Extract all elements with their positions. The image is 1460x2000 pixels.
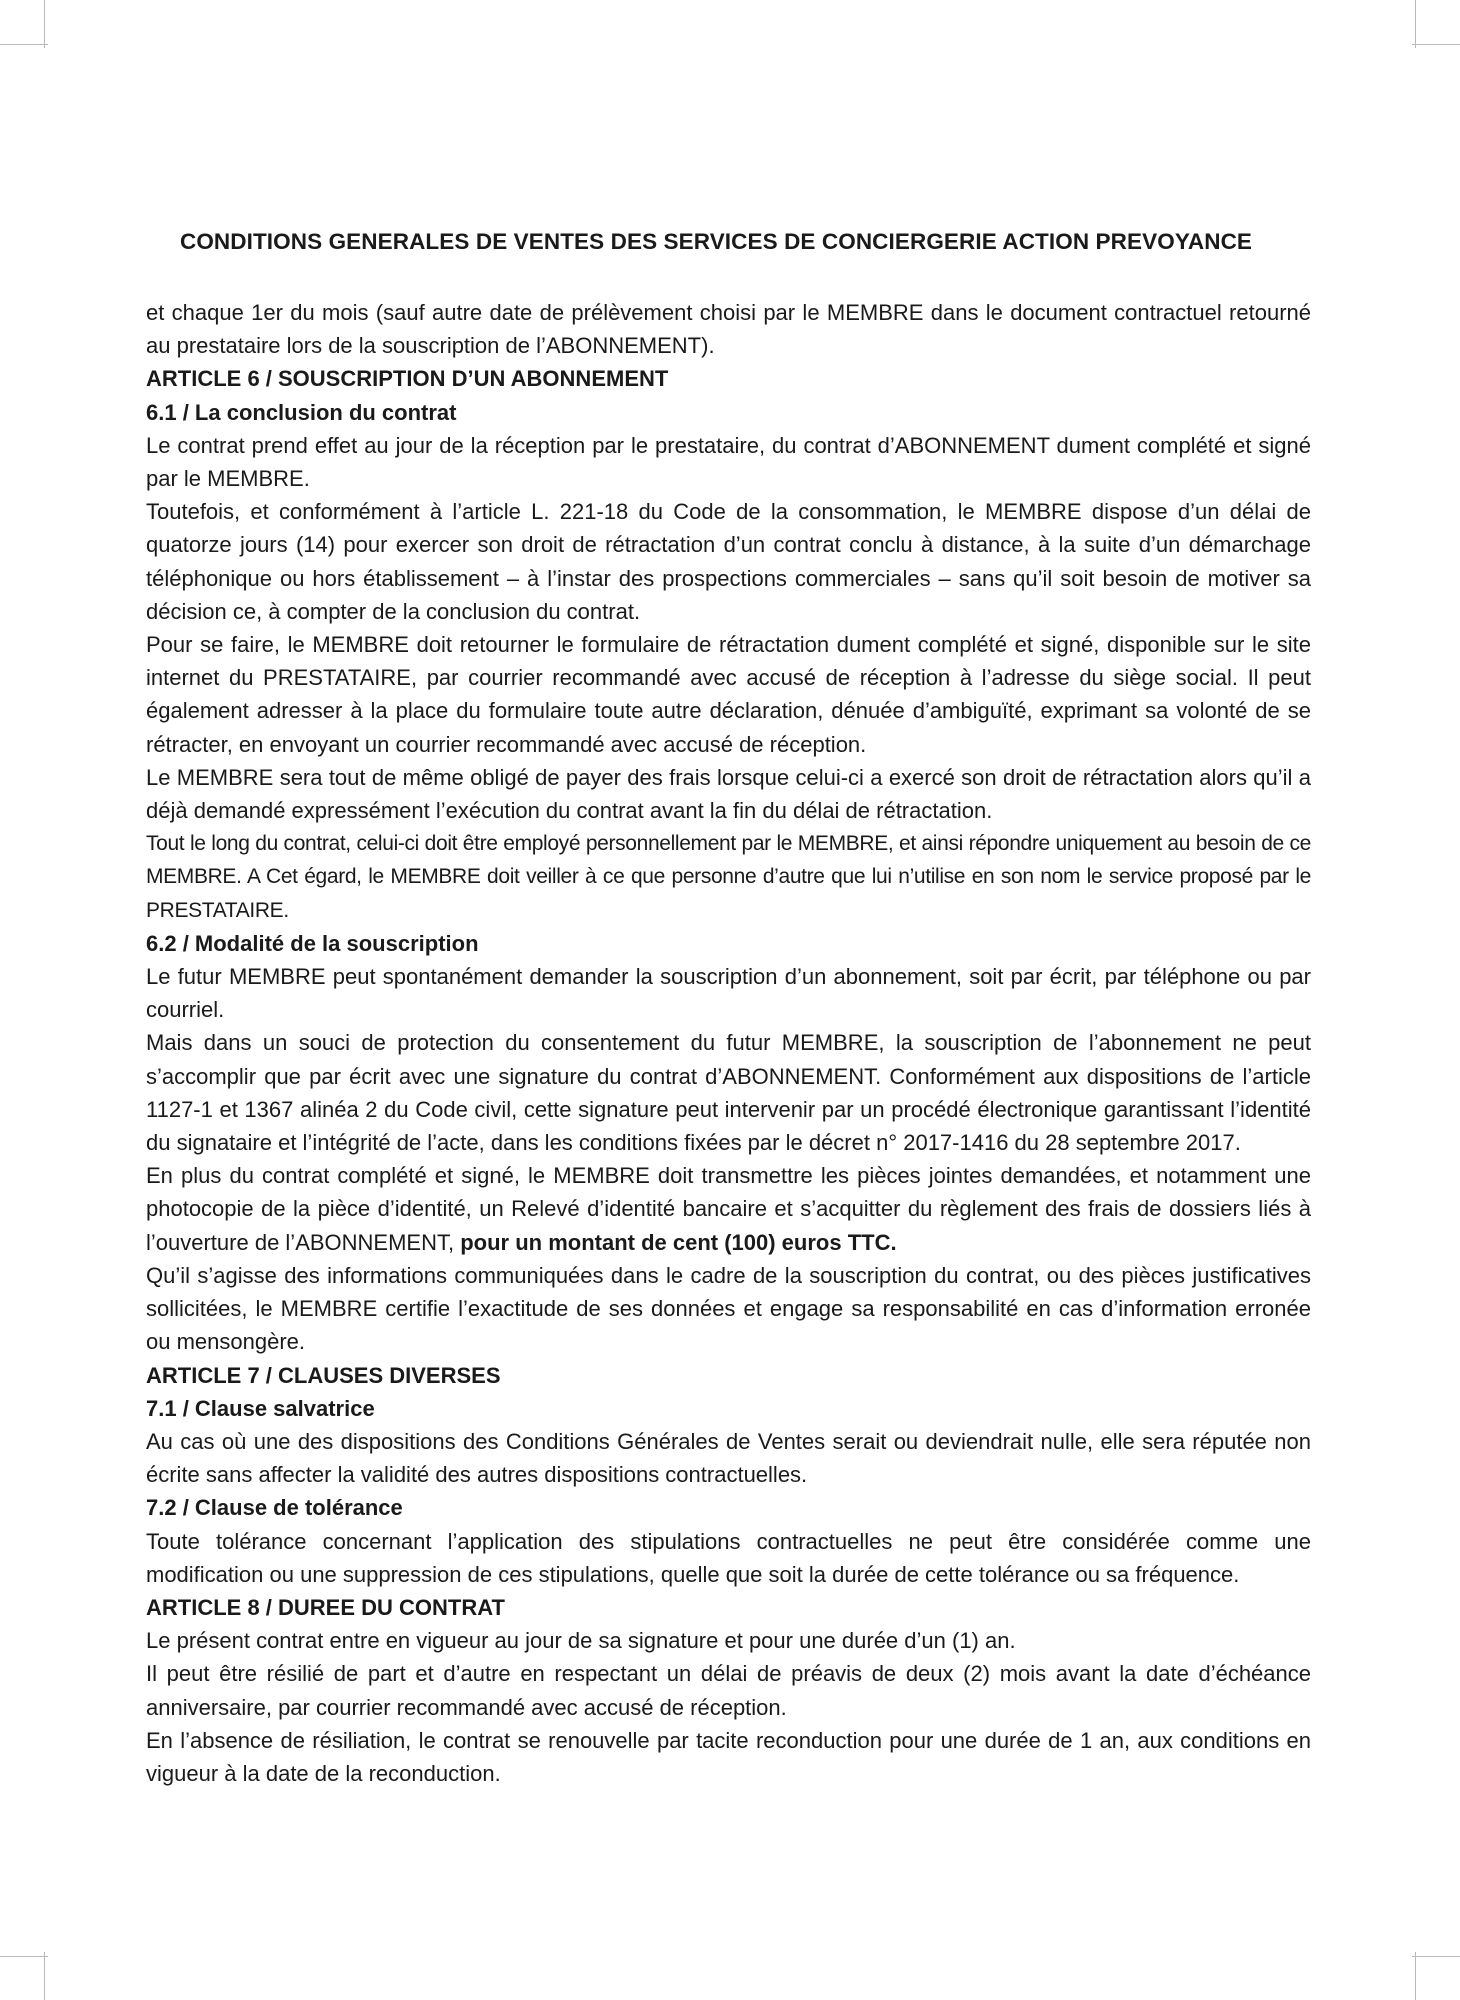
section-heading: 7.2 / Clause de tolérance (146, 1495, 403, 1521)
crop-mark-top-right-h (1412, 44, 1460, 45)
body-paragraph: Toutefois, et conformément à l’article L. 221-18 du Code de la consommation, le MEMBRE dispose d’un délai de quatorze jours (14) pour exercer son droit de rétractation d’un contrat conclu à distance, à la suite d’un démarchage téléphonique ou hors établissement – à l’instar des prospections commerciales – sans qu’il soit besoin de motiver sa décision ce, à compter de la conclusion du contrat. (146, 499, 1311, 624)
body-paragraph: Le futur MEMBRE peut spontanément demander la souscription d’un abonnement, soit par écrit, par téléphone ou par courriel. (146, 964, 1311, 1023)
paragraph-bold-text: pour un montant de cent (100) euros TTC. (460, 1229, 897, 1255)
document-body (146, 296, 1311, 1790)
body-paragraph: Le présent contrat entre en vigueur au jour de sa signature et pour une durée d’un (1) an. (146, 1628, 1016, 1654)
section-heading: 7.1 / Clause salvatrice (146, 1395, 375, 1421)
section-heading: 6.1 / La conclusion du contrat (146, 399, 457, 425)
body-paragraph: Au cas où une des dispositions des Conditions Générales de Ventes serait ou deviendrait nulle, elle sera réputée non écrite sans affecter la validité des autres dispositions contractuelles. (146, 1428, 1311, 1488)
body-paragraph: Le contrat prend effet au jour de la réception par le prestataire, du contrat d’ABONNEMENT dument complété et signé par le MEMBRE. (146, 432, 1311, 492)
crop-mark-bottom-left-h (0, 1956, 48, 1957)
body-paragraph: Mais dans un souci de protection du consentement du futur MEMBRE, la souscription de l’abonnement ne peut s’accomplir que par écrit avec une signature du contrat d’ABONNEMENT. Conformément aux dispositions de l’article 1127-1 et 1367 alinéa 2 du Code civil, cette signature peut intervenir par un procédé électronique garantissant l’identité du signataire et l’intégrité de l’acte, dans les conditions fixées par le décret n° 2017-1416 du 28 septembre 2017. (146, 1030, 1311, 1156)
body-paragraph: Tout le long du contrat, celui-ci doit être employé personnellement par le MEMBRE, et ainsi répondre uniquement au besoin de ce MEMBRE. A Cet égard, le MEMBRE doit veiller à ce que personne d’autre que lui n’utilise en son nom le service proposé par le PRESTATAIRE. (146, 832, 1311, 922)
paragraph-text: En plus du contrat complété et signé, le MEMBRE doit transmettre les pièces jointes demandées, et notamment une photocopie de la pièce d’identité, un Relevé d’identité bancaire et s’acquitter du règlement des frais de dossiers liés à l’ouverture de l’ABONNEMENT, (146, 1163, 1311, 1255)
document-title: CONDITIONS GENERALES DE VENTES DES SERVICES DE CONCIERGERIE ACTION PREVOYANCE (179, 229, 1253, 254)
body-paragraph: Qu’il s’agisse des informations communiquées dans le cadre de la souscription du contrat, ou des pièces justificatives sollicitées, le MEMBRE certifie l’exactitude de ses données et engage sa responsabilité en cas d’information erronée ou mensongère. (146, 1262, 1311, 1355)
crop-mark-top-right (1415, 0, 1416, 48)
section-heading: ARTICLE 7 / CLAUSES DIVERSES (146, 1362, 501, 1388)
crop-mark-top-left (44, 0, 45, 48)
body-paragraph: En l’absence de résiliation, le contrat se renouvelle par tacite reconduction pour une durée de 1 an, aux conditions en vigueur à la date de la reconduction. (146, 1727, 1311, 1786)
crop-mark-bottom-left (44, 1952, 45, 2000)
body-paragraph: et chaque 1er du mois (sauf autre date de prélèvement choisi par le MEMBRE dans le document contractuel retourné au prestataire lors de la souscription de l’ABONNEMENT). (146, 300, 1311, 359)
body-paragraph: Le MEMBRE sera tout de même obligé de payer des frais lorsque celui-ci a exercé son droit de rétractation alors qu’il a déjà demandé expressément l’exécution du contrat avant la fin du délai de rétractation. (146, 764, 1311, 824)
body-paragraph: Pour se faire, le MEMBRE doit retourner le formulaire de rétractation dument complété et signé, disponible sur le site internet du PRESTATAIRE, par courrier recommandé avec accusé de réception à l’adresse du siège social. Il peut également adresser à la place du formulaire toute autre déclaration, dénuée d’ambiguïté, exprimant sa volonté de se rétracter, en envoyant un courrier recommandé avec accusé de réception. (146, 632, 1311, 757)
crop-mark-bottom-right-h (1412, 1956, 1460, 1957)
body-paragraph: Toute tolérance concernant l’application des stipulations contractuelles ne peut être considérée comme une modification ou une suppression de ces stipulations, quelle que soit la durée de cette tolérance ou sa fréquence. (146, 1528, 1311, 1587)
body-paragraph: Il peut être résilié de part et d’autre en respectant un délai de préavis de deux (2) mois avant la date d’échéance anniversaire, par courrier recommandé avec accusé de réception. (146, 1661, 1311, 1720)
section-heading: ARTICLE 6 / SOUSCRIPTION D’UN ABONNEMENT (146, 366, 669, 392)
section-heading: 6.2 / Modalité de la souscription (146, 930, 479, 956)
section-heading: ARTICLE 8 / DUREE DU CONTRAT (146, 1594, 505, 1620)
crop-mark-bottom-right (1415, 1952, 1416, 2000)
crop-mark-top-left-h (0, 44, 48, 45)
body-paragraph (146, 1159, 1311, 1259)
